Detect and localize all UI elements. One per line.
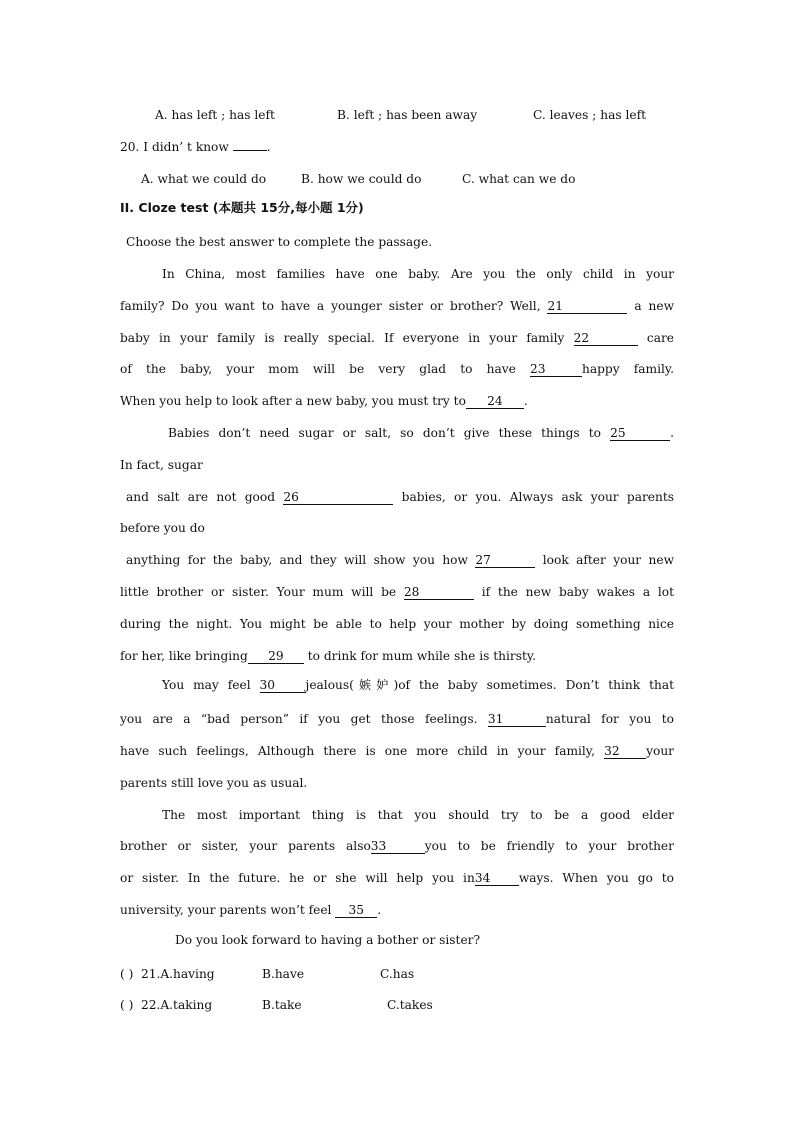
passage-text: brother or sister, your parents also xyxy=(120,839,371,853)
passage-line xyxy=(120,361,674,377)
passage-line: In China, most families have one baby. Are you the only child in your xyxy=(162,267,674,281)
passage-line xyxy=(126,552,674,568)
blank-35: 35 xyxy=(335,903,377,918)
blank-34: 34 xyxy=(475,871,519,886)
section-instruction: Choose the best answer to complete the passage. xyxy=(126,235,433,249)
q19-option-c: C. leaves ; has left xyxy=(533,108,646,122)
passage-line: during the night. You might be able to help your mother by doing something nice xyxy=(120,617,674,631)
passage-line: before you do xyxy=(120,521,205,535)
q19-option-a: A. has left ; has left xyxy=(155,108,275,122)
q22-option-b: B.take xyxy=(262,998,302,1012)
passage-line: parents still love you as usual. xyxy=(120,776,308,790)
passage-text: for her, like bringing xyxy=(120,649,248,663)
q20-stem xyxy=(120,139,271,155)
passage-text: you to be friendly to your brother xyxy=(424,839,674,853)
passage-text: a new xyxy=(634,299,675,313)
question-21 xyxy=(120,966,414,982)
passage-text: look after your new xyxy=(542,553,675,567)
q20-text: 20. I didn’ t know xyxy=(120,140,229,154)
passage-text: care xyxy=(646,331,675,345)
blank-23: 23 xyxy=(530,362,582,377)
passage-line xyxy=(120,870,674,886)
passage-text: baby in your family is really special. If everyone in your family xyxy=(120,331,565,345)
passage-text: of the baby, your mom will be very glad to have xyxy=(120,362,516,376)
passage-line xyxy=(126,489,674,505)
blank-22: 22 xyxy=(574,331,638,346)
passage-line xyxy=(120,298,674,314)
passage-line: In fact, sugar xyxy=(120,458,203,472)
passage-text: you are a “bad person” if you get those feelings. xyxy=(120,712,478,726)
passage-line xyxy=(120,584,674,600)
passage-text: Babies don’t need sugar or salt, so don’t give these things to xyxy=(168,426,602,440)
passage-text: . xyxy=(377,903,382,917)
passage-line xyxy=(120,330,674,346)
passage-line xyxy=(120,393,528,409)
q22-option-c: C.takes xyxy=(387,998,433,1012)
passage-text: babies, or you. Always ask your parents xyxy=(401,490,675,504)
blank-21: 21 xyxy=(547,299,627,314)
q19-options xyxy=(155,107,646,123)
q20-option-a: A. what we could do xyxy=(141,172,267,186)
passage-text: or sister. In the future. he or she will help you in xyxy=(120,871,475,885)
q20-option-b: B. how we could do xyxy=(301,172,422,186)
blank-27: 27 xyxy=(475,553,535,568)
passage-text: your xyxy=(646,744,674,758)
passage-text: have such feelings, Although there is one more child in your family, xyxy=(120,744,595,758)
passage-text: family? Do you want to have a younger sister or brother? Well, xyxy=(120,299,541,313)
passage-text: jealous(嫉妒)of the baby sometimes. Don’t think that xyxy=(305,678,674,692)
q21-option-b: B.have xyxy=(262,967,305,981)
passage-text: . xyxy=(523,394,528,408)
blank-29: 29 xyxy=(248,649,304,664)
answer-paren[interactable]: ( ) xyxy=(120,967,134,981)
passage-line xyxy=(120,648,536,664)
passage-text: ways. When you go to xyxy=(518,871,675,885)
q19-option-b: B. left ; has been away xyxy=(337,108,478,122)
q20-options xyxy=(141,171,575,187)
passage-line: Do you look forward to having a bother or sister? xyxy=(175,933,481,947)
blank-30: 30 xyxy=(260,678,306,693)
answer-paren[interactable]: ( ) xyxy=(120,998,134,1012)
blank-25: 25 xyxy=(610,426,670,441)
q22-option-a: 22.A.taking xyxy=(141,998,213,1012)
question-22 xyxy=(120,997,433,1013)
passage-line xyxy=(162,677,674,693)
passage-line xyxy=(120,902,381,918)
q20-blank xyxy=(233,150,267,151)
q21-option-c: C.has xyxy=(380,967,415,981)
blank-28: 28 xyxy=(404,585,474,600)
section-title: II. Cloze test (本题共 15分,每小题 1分) xyxy=(120,200,364,215)
passage-line xyxy=(120,743,674,759)
passage-text: little brother or sister. Your mum will be xyxy=(120,585,397,599)
blank-31: 31 xyxy=(488,712,546,727)
passage-line xyxy=(120,838,674,854)
q20-option-c: C. what can we do xyxy=(462,172,576,186)
passage-text: and salt are not good xyxy=(126,490,276,504)
passage-text: You may feel xyxy=(162,678,251,692)
passage-text: happy family. xyxy=(581,362,675,376)
blank-32: 32 xyxy=(604,744,646,759)
q20-end: . xyxy=(266,140,271,154)
passage-text: to drink for mum while she is thirsty. xyxy=(307,649,536,663)
passage-text: natural for you to xyxy=(545,712,674,726)
blank-33: 33 xyxy=(371,839,425,854)
blank-26: 26 xyxy=(283,490,393,505)
passage-text: . xyxy=(670,426,674,440)
passage-line xyxy=(120,711,674,727)
passage-text: When you help to look after a new baby, you must try to xyxy=(120,394,466,408)
passage-text: if the new baby wakes a lot xyxy=(481,585,675,599)
q21-option-a: 21.A.having xyxy=(141,967,215,981)
passage-line: The most important thing is that you should try to be a good elder xyxy=(162,808,674,822)
blank-24: 24 xyxy=(466,394,524,409)
passage-line xyxy=(168,425,674,441)
passage-text: university, your parents won’t feel xyxy=(120,903,332,917)
passage-text: anything for the baby, and they will show you how xyxy=(126,553,468,567)
